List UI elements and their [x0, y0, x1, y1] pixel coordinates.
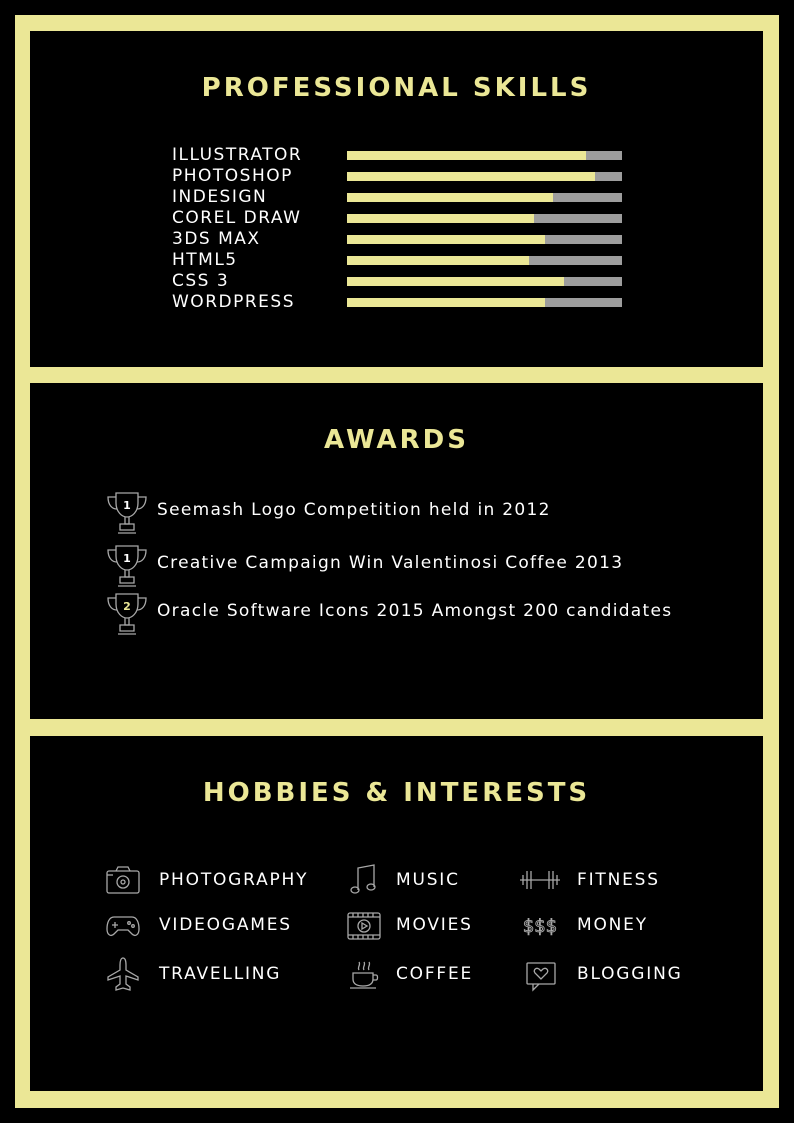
skill-bar [347, 151, 622, 160]
hobbies-title: HOBBIES & INTERESTS [202, 778, 591, 808]
award-item [105, 543, 745, 589]
svg-text:$$$: $$$ [522, 916, 558, 937]
hobby-label: VIDEOGAMES [159, 915, 292, 935]
hobby-label: FITNESS [577, 870, 660, 890]
airplane-icon [105, 956, 141, 992]
hobby-label: MONEY [577, 915, 648, 935]
camera-icon [105, 862, 141, 898]
skill-bar [347, 298, 622, 307]
dumbbell-icon [518, 862, 562, 898]
hobby-label: MUSIC [396, 870, 460, 890]
skill-bar-fill [347, 277, 564, 286]
skill-bar-fill [347, 298, 545, 307]
skill-bar [347, 256, 622, 265]
hobby-item [524, 956, 734, 992]
skill-bar-fill [347, 172, 595, 181]
award-item [105, 591, 745, 637]
award-item [105, 490, 745, 536]
award-text: Oracle Software Icons 2015 Amongst 200 candidates [157, 601, 673, 621]
awards-section [30, 383, 763, 719]
skill-row [172, 166, 632, 187]
award-text: Seemash Logo Competition held in 2012 [157, 500, 551, 520]
trophy-icon [105, 591, 149, 637]
skill-row [172, 145, 632, 166]
skill-name: 3DS MAX [172, 229, 261, 249]
skill-row [172, 250, 632, 271]
skill-bar [347, 235, 622, 244]
hobby-label: PHOTOGRAPHY [159, 870, 309, 890]
skill-row [172, 187, 632, 208]
skill-name: WORDPRESS [172, 292, 295, 312]
skill-row [172, 229, 632, 250]
chat-heart-icon [524, 956, 560, 992]
skill-bar-fill [347, 151, 586, 160]
skill-name: CSS 3 [172, 271, 230, 291]
skill-name: PHOTOSHOP [172, 166, 293, 186]
hobby-label: COFFEE [396, 964, 474, 984]
hobby-item [518, 907, 728, 943]
skill-bar [347, 214, 622, 223]
skills-title: PROFESSIONAL SKILLS [201, 73, 592, 103]
hobby-item [105, 862, 315, 898]
trophy-rank: 1 [123, 499, 131, 512]
trophy-rank: 2 [123, 600, 131, 613]
hobby-label: BLOGGING [577, 964, 683, 984]
hobby-label: MOVIES [396, 915, 473, 935]
awards-title: AWARDS [324, 425, 469, 455]
hobby-item [518, 862, 728, 898]
hobby-item [105, 907, 315, 943]
skill-name: INDESIGN [172, 187, 268, 207]
skill-row [172, 208, 632, 229]
award-text: Creative Campaign Win Valentinosi Coffee 2013 [157, 553, 624, 573]
hobby-label: TRAVELLING [159, 964, 282, 984]
skill-name: ILLUSTRATOR [172, 145, 303, 165]
money-icon [518, 907, 562, 943]
skill-bar [347, 193, 622, 202]
skill-bar [347, 277, 622, 286]
skill-bar-fill [347, 235, 545, 244]
trophy-icon [105, 543, 149, 589]
film-icon [346, 907, 382, 943]
skills-section [30, 31, 763, 367]
skill-row [172, 271, 632, 292]
gamepad-icon [105, 907, 141, 943]
trophy-rank: 1 [123, 552, 131, 565]
skill-bar-fill [347, 214, 534, 223]
skill-name: HTML5 [172, 250, 238, 270]
trophy-icon [105, 490, 149, 536]
skill-bar-fill [347, 256, 529, 265]
skill-bar [347, 172, 622, 181]
skill-bar-fill [347, 193, 553, 202]
hobbies-section [30, 736, 763, 1091]
hobby-item [105, 956, 315, 992]
coffee-cup-icon [346, 956, 382, 992]
music-note-icon [346, 862, 382, 898]
skill-name: COREL DRAW [172, 208, 302, 228]
skill-row [172, 292, 632, 313]
